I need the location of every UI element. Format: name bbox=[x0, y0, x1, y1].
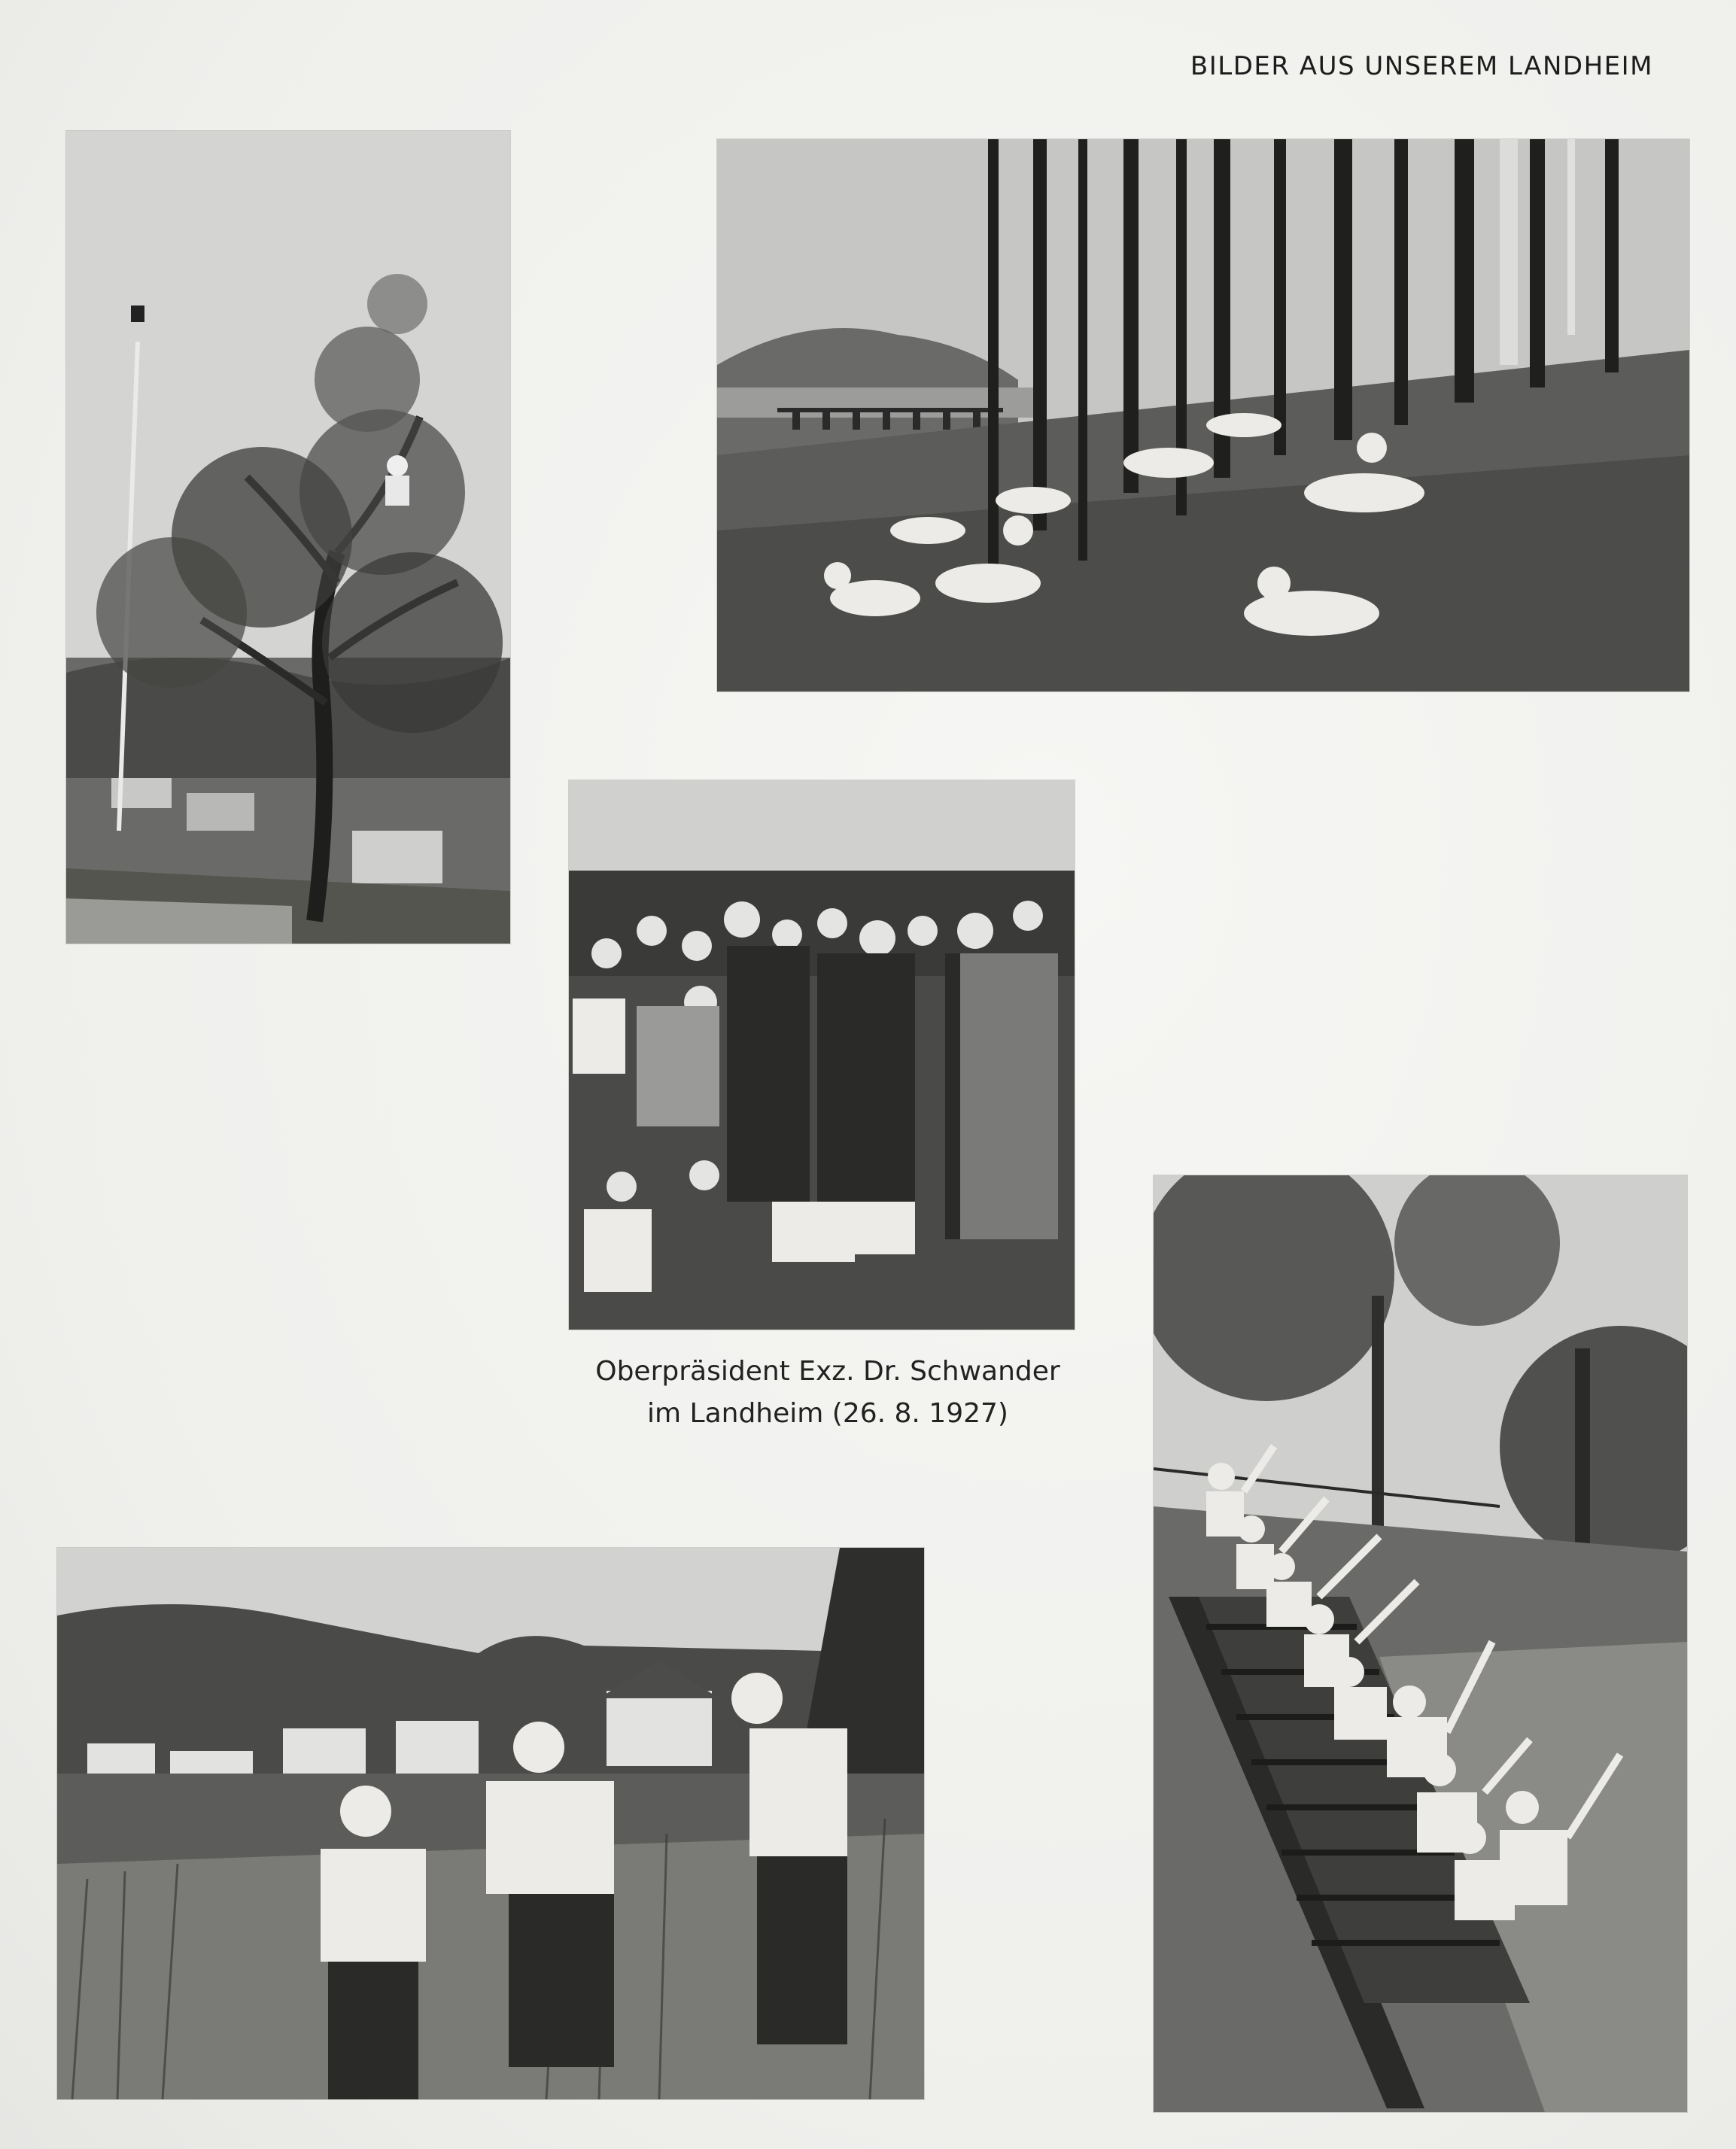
photo-flagpole-tree bbox=[66, 131, 510, 944]
photo-forest-slope bbox=[717, 139, 1689, 692]
photo-slide-stairs bbox=[1154, 1175, 1687, 2112]
photo-slide-stairs-image bbox=[1154, 1175, 1687, 2112]
caption-line-1: Oberpräsident Exz. Dr. Schwander bbox=[595, 1356, 1060, 1387]
photo-flagpole-tree-image bbox=[66, 131, 510, 944]
photo-caption bbox=[579, 1351, 1076, 1435]
photo-group-portrait bbox=[569, 780, 1075, 1330]
photo-group-portrait-image bbox=[569, 780, 1075, 1330]
running-head: BILDER AUS UNSEREM LANDHEIM bbox=[1190, 51, 1653, 81]
photo-wheat-field bbox=[57, 1548, 924, 2099]
photo-wheat-field-image bbox=[57, 1548, 924, 2099]
caption-line-2: im Landheim (26. 8. 1927) bbox=[647, 1398, 1008, 1429]
photo-forest-slope-image bbox=[717, 139, 1689, 692]
